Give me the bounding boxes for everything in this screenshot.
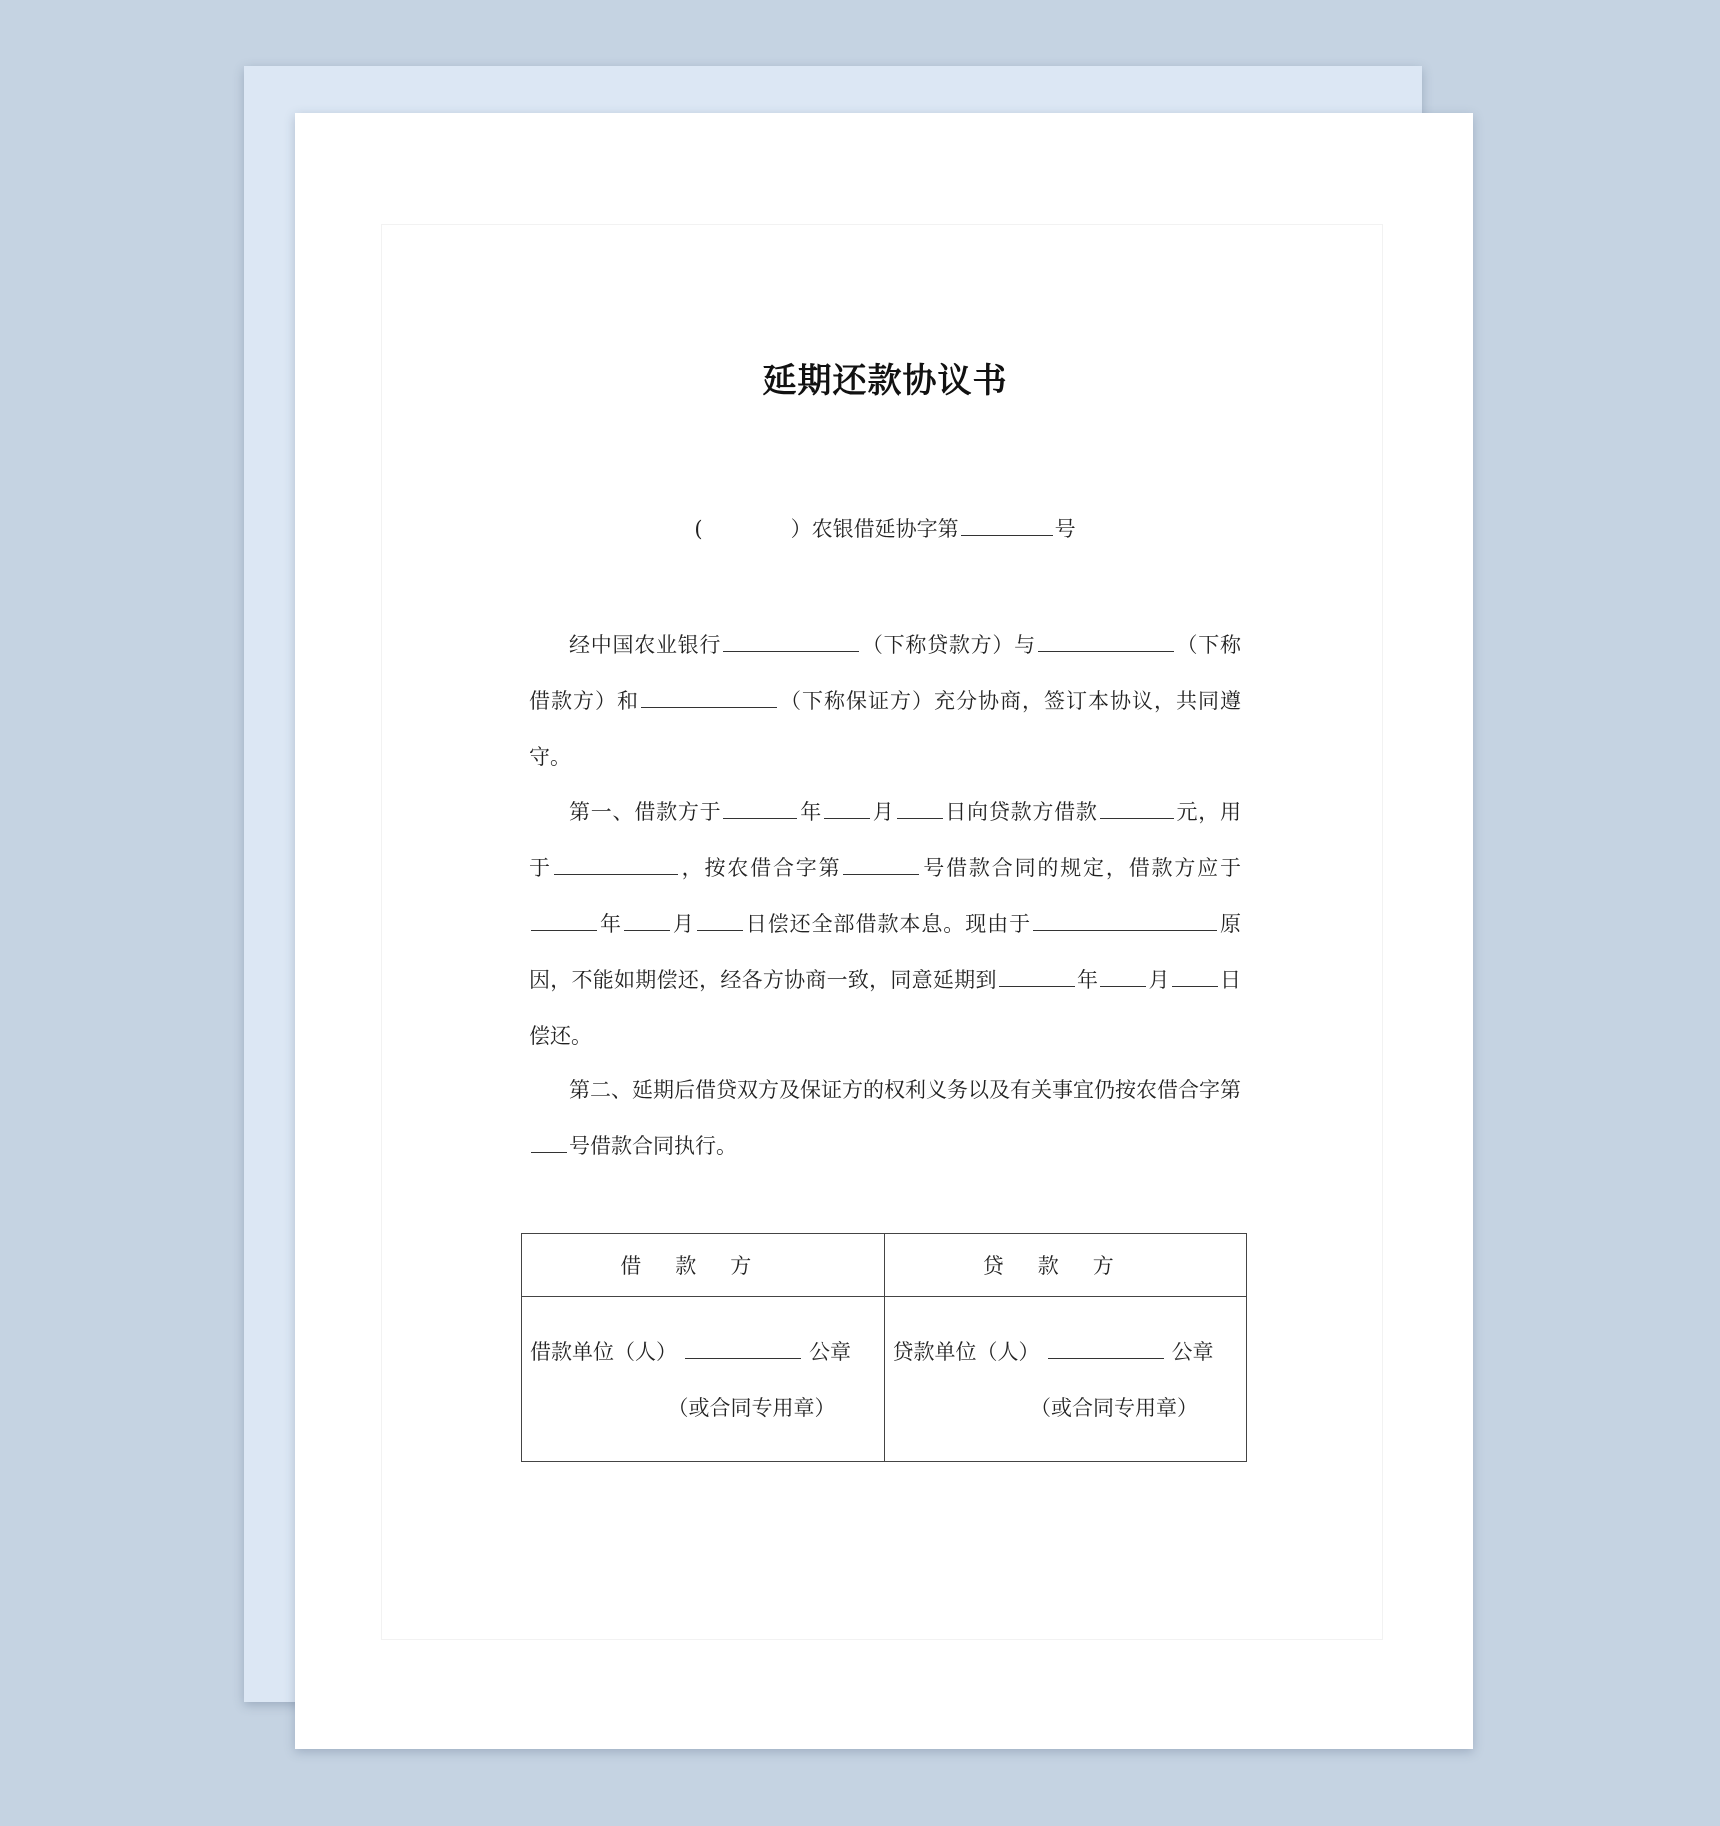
due-day-blank bbox=[697, 912, 743, 931]
extended-day-blank bbox=[1172, 968, 1218, 987]
intro-borrower-blank bbox=[1038, 633, 1174, 652]
intro-text-2: （下称贷款方）与 bbox=[861, 633, 1036, 657]
intro-text-1: 经中国农业银行 bbox=[569, 633, 722, 657]
borrower-header: 借款方 bbox=[522, 1234, 885, 1297]
clause1-text-14: 日偿还。 bbox=[529, 968, 1242, 1048]
due-month-blank bbox=[624, 912, 670, 931]
borrower-signature-line bbox=[530, 1336, 876, 1366]
extended-year-blank bbox=[999, 968, 1075, 987]
loan-purpose-blank bbox=[554, 856, 678, 875]
borrower-seal-alt: （或合同专用章） bbox=[667, 1396, 836, 1420]
clause1-text-9: 月 bbox=[671, 912, 695, 936]
clause1-text-4: 日向贷款方借款 bbox=[944, 800, 1098, 824]
clause1-text-12: 年 bbox=[1076, 968, 1099, 992]
clause1-text-10: 日偿还全部借款本息。现由于 bbox=[744, 912, 1032, 936]
doc-number-open-paren: ( bbox=[694, 517, 703, 541]
lender-header: 贷款方 bbox=[884, 1234, 1247, 1297]
intro-paragraph bbox=[529, 617, 1241, 785]
clause1-text-13: 月 bbox=[1148, 968, 1170, 992]
due-year-blank bbox=[531, 912, 597, 931]
borrower-signature-blank bbox=[685, 1340, 801, 1359]
clause1-text-6: ，按农借合字第 bbox=[679, 856, 842, 880]
clause1-text-5: 元，用于 bbox=[529, 800, 1242, 880]
loan-day-blank bbox=[897, 800, 943, 819]
clause2-contract-blank bbox=[531, 1134, 567, 1153]
clause1-text-11: 原因，不能如期偿还，经各方协商一致，同意延期到 bbox=[529, 912, 1242, 992]
intro-text-3: （下称借款方）和 bbox=[529, 633, 1242, 713]
signature-body-row bbox=[522, 1297, 1247, 1462]
clause1-text-8: 年 bbox=[599, 912, 622, 936]
delay-reason-blank bbox=[1033, 912, 1217, 931]
clause-two-paragraph bbox=[529, 1062, 1241, 1174]
borrower-signature-cell bbox=[522, 1297, 885, 1462]
signature-table bbox=[521, 1233, 1247, 1462]
clause2-text-2: 号借款合同执行。 bbox=[569, 1134, 737, 1158]
intro-lender-blank bbox=[723, 633, 859, 652]
clause1-text-1: 第一、借款方于 bbox=[569, 800, 722, 824]
clause1-text-7: 号借款合同的规定，借款方应于 bbox=[921, 856, 1242, 880]
document-page bbox=[295, 113, 1473, 1749]
contract-number-blank bbox=[843, 856, 919, 875]
document-number-line bbox=[529, 513, 1241, 543]
intro-text-4: （下称保证方）充分协商，签订本协议，共同遵守。 bbox=[529, 689, 1241, 769]
borrower-seal-label: 公章 bbox=[809, 1340, 851, 1364]
loan-year-blank bbox=[723, 800, 797, 819]
document-title: 延期还款协议书 bbox=[762, 361, 1008, 401]
lender-signature-cell bbox=[884, 1297, 1247, 1462]
clause1-text-3: 月 bbox=[871, 800, 895, 824]
doc-number-blank bbox=[961, 517, 1053, 536]
clause2-text-1: 第二、延期后借贷双方及保证方的权利义务以及有关事宜仍按农借合字第 bbox=[569, 1078, 1241, 1102]
doc-number-text: ）农银借延协字第 bbox=[790, 517, 959, 541]
clause-one-paragraph bbox=[529, 784, 1241, 1064]
signature-header-row bbox=[522, 1234, 1247, 1297]
extended-month-blank bbox=[1100, 968, 1146, 987]
lender-signature-line bbox=[893, 1336, 1239, 1366]
lender-seal-label: 公章 bbox=[1171, 1340, 1214, 1364]
lender-seal-alt: （或合同专用章） bbox=[1030, 1396, 1198, 1420]
intro-guarantor-blank bbox=[641, 689, 777, 708]
borrower-unit-label: 借款单位（人） bbox=[530, 1340, 677, 1364]
lender-signature-blank bbox=[1048, 1340, 1164, 1359]
loan-amount-blank bbox=[1100, 800, 1174, 819]
lender-unit-label: 贷款单位（人） bbox=[892, 1340, 1040, 1364]
doc-number-suffix: 号 bbox=[1054, 517, 1076, 541]
loan-month-blank bbox=[824, 800, 870, 819]
clause1-text-2: 年 bbox=[799, 800, 822, 824]
